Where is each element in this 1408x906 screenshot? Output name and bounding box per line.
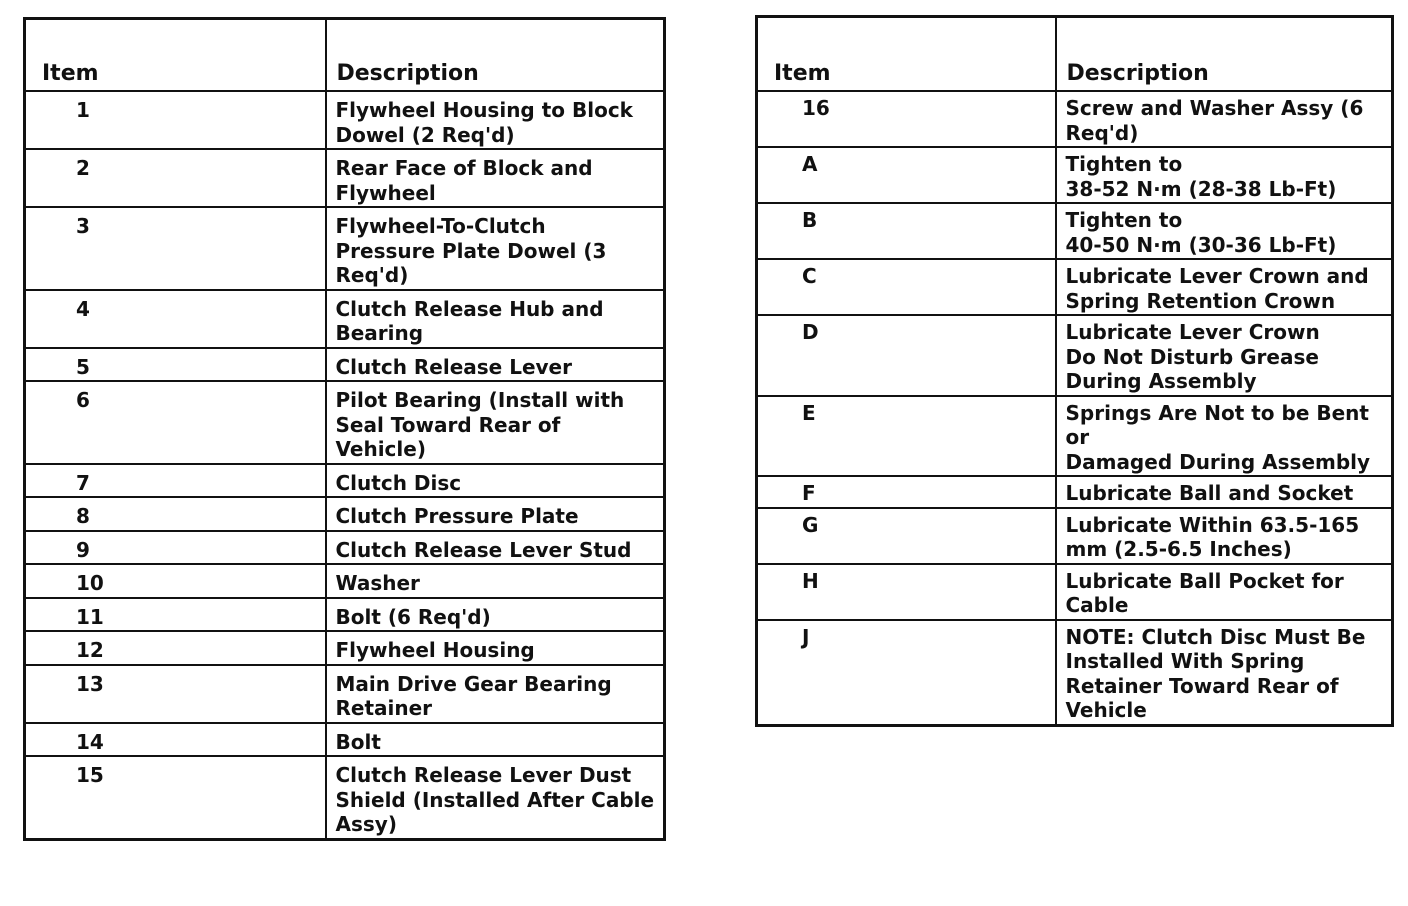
item-number: 5 [25, 348, 326, 382]
table-row [25, 207, 665, 290]
item-number: 10 [25, 564, 326, 598]
item-description: Clutch Release Lever [326, 348, 665, 382]
item-description: Lubricate Lever Crown and Spring Retention Crown [1056, 259, 1393, 315]
item-letter: B [757, 203, 1056, 259]
item-description: Rear Face of Block and Flywheel [326, 149, 665, 207]
table-row [757, 259, 1393, 315]
table-row [25, 665, 665, 723]
item-letter: G [757, 508, 1056, 564]
item-number: 6 [25, 381, 326, 464]
table-row [757, 476, 1393, 508]
item-number: 11 [25, 598, 326, 632]
item-description: Springs Are Not to be Bent or Damaged During Assembly [1056, 396, 1393, 477]
item-number: 4 [25, 290, 326, 348]
item-description: Clutch Release Lever Dust Shield (Installed After Cable Assy) [326, 756, 665, 839]
item-description: Pilot Bearing (Install with Seal Toward Rear of Vehicle) [326, 381, 665, 464]
item-description: Bolt (6 Req'd) [326, 598, 665, 632]
item-description: Clutch Pressure Plate [326, 497, 665, 531]
item-description: Flywheel-To-Clutch Pressure Plate Dowel (3 Req'd) [326, 207, 665, 290]
item-description: Clutch Release Hub and Bearing [326, 290, 665, 348]
table-row [25, 564, 665, 598]
table-row [757, 508, 1393, 564]
header-row [25, 19, 665, 92]
item-description: Lubricate Ball Pocket for Cable [1056, 564, 1393, 620]
table-row [25, 348, 665, 382]
item-number: 12 [25, 631, 326, 665]
table-row [757, 396, 1393, 477]
table-row [25, 290, 665, 348]
item-column-header: Item [757, 17, 1056, 92]
parts-legend-table-left [23, 17, 666, 841]
item-description: NOTE: Clutch Disc Must Be Installed With Spring Retainer Toward Rear of Vehicle [1056, 620, 1393, 726]
item-number: 2 [25, 149, 326, 207]
table-row [25, 598, 665, 632]
item-description: Clutch Disc [326, 464, 665, 498]
item-letter: D [757, 315, 1056, 396]
item-number: 1 [25, 91, 326, 149]
item-letter: F [757, 476, 1056, 508]
item-number: 15 [25, 756, 326, 839]
table-row [25, 381, 665, 464]
table-row [757, 91, 1393, 147]
table-row [25, 631, 665, 665]
item-description: Bolt [326, 723, 665, 757]
item-letter: J [757, 620, 1056, 726]
item-description: Flywheel Housing to Block Dowel (2 Req'd) [326, 91, 665, 149]
table-row [25, 723, 665, 757]
item-number: 9 [25, 531, 326, 565]
item-description: Lubricate Within 63.5-165 mm (2.5-6.5 Inches) [1056, 508, 1393, 564]
table-row [25, 464, 665, 498]
item-letter: C [757, 259, 1056, 315]
item-number: 7 [25, 464, 326, 498]
item-description: Tighten to 38-52 N·m (28-38 Lb-Ft) [1056, 147, 1393, 203]
header-row [757, 17, 1393, 92]
item-description: Lubricate Ball and Socket [1056, 476, 1393, 508]
item-description: Washer [326, 564, 665, 598]
item-number: 16 [757, 91, 1056, 147]
table-row [25, 497, 665, 531]
parts-legend-table-right [755, 15, 1394, 727]
table-row [25, 531, 665, 565]
item-description: Main Drive Gear Bearing Retainer [326, 665, 665, 723]
item-column-header: Item [25, 19, 326, 92]
item-number: 8 [25, 497, 326, 531]
table-row [757, 564, 1393, 620]
table-row [25, 149, 665, 207]
item-number: 3 [25, 207, 326, 290]
table-row [757, 620, 1393, 726]
item-description: Screw and Washer Assy (6 Req'd) [1056, 91, 1393, 147]
item-letter: A [757, 147, 1056, 203]
item-letter: E [757, 396, 1056, 477]
item-number: 14 [25, 723, 326, 757]
item-description: Clutch Release Lever Stud [326, 531, 665, 565]
item-letter: H [757, 564, 1056, 620]
item-description: Flywheel Housing [326, 631, 665, 665]
table-row [25, 91, 665, 149]
item-description: Tighten to 40-50 N·m (30-36 Lb-Ft) [1056, 203, 1393, 259]
table-row [757, 147, 1393, 203]
item-number: 13 [25, 665, 326, 723]
table-row [757, 315, 1393, 396]
table-row [25, 756, 665, 839]
description-column-header: Description [1056, 17, 1393, 92]
table-row [757, 203, 1393, 259]
description-column-header: Description [326, 19, 665, 92]
item-description: Lubricate Lever Crown Do Not Disturb Grease During Assembly [1056, 315, 1393, 396]
